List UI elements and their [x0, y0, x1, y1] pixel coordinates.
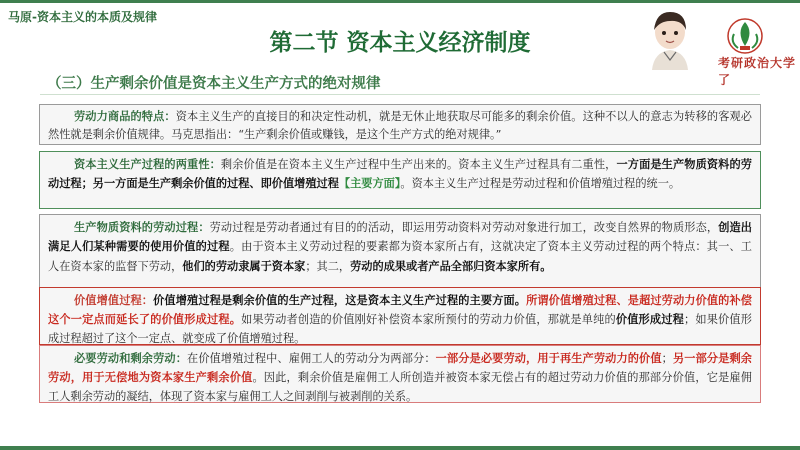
section-text: 。因此，剩余价值是雇佣工人所创造并被资本家无偿占有的超过劳动力价值的那部分价值，它是雇佣工人剩余劳动的凝结，体现了资本家与雇佣工人之间剥削与被剥削的关系。	[48, 371, 752, 403]
section-text: 如果劳动者创造的价值刚好补偿资本家所预付的劳动力价值，那就是单纯的	[241, 313, 616, 327]
section-emphasis: 价值增殖过程是剩余价值的生产过程，这是资本主义生产过程的主要方面。	[153, 293, 527, 307]
brand-logo-text: 考研政治大学了	[718, 56, 797, 87]
section-text: 剩余价值是在资本主义生产过程中生产出来的。资本主义生产过程具有二重性，	[220, 158, 617, 171]
section-text: ；	[661, 352, 673, 365]
section-text: 。由于资本主义劳动过程的要素都为资本家所占有，这就决定了资本主义劳动过程的两个特点：其一、工人在资本家的监督下劳动，	[48, 240, 752, 273]
section-tag: 【主要方面】	[338, 176, 401, 191]
section-value-increment	[39, 287, 761, 345]
section-text: 资本主义生产的直接目的和决定性动机，就是无休止地获取尽可能多的剩余价值。这种不以人的意志为转移的客观必然性就是剩余价值规律。马克思指出：“生产剩余价值或赚钱，是这个生产方式的绝对规律。”	[48, 110, 752, 142]
section-label: 必要劳动和剩余劳动：	[74, 352, 188, 365]
section-necessary-surplus-labor	[39, 345, 761, 403]
section-highlight: 另一部分是剩余劳动，用于无偿地为资本家生产剩余价值	[48, 351, 752, 385]
section-labor-commodity	[39, 104, 761, 145]
section-label: 资本主义生产过程的两重性：	[74, 158, 221, 171]
breadcrumb: 马原-资本主义的本质及规律	[8, 10, 157, 24]
section-emphasis: 创造出满足人们某种需要的使用价值的过程	[48, 220, 752, 254]
section-text: ；如果价值形成过程超过了这个一定点、就变成了价值增殖过程。	[48, 313, 752, 345]
section-highlight: 一部分是必要劳动，用于再生产劳动力的价值	[435, 351, 662, 365]
section-label: 价值增值过程：	[74, 294, 154, 307]
subtitle-divider	[40, 94, 760, 95]
section-subtitle: （三）生产剩余价值是资本主义生产方式的绝对规律	[47, 76, 381, 92]
section-emphasis: 一方面是生产物质资料的劳动过程；另一方面是生产剩余价值的过程、即价值增殖过程	[48, 157, 752, 191]
section-emphasis: 价值形成过程	[615, 312, 684, 327]
section-label: 生产物质资料的劳动过程：	[74, 221, 210, 234]
section-text: 在价值增殖过程中、雇佣工人的劳动分为两部分：	[187, 352, 436, 365]
bottom-accent-bar	[0, 446, 800, 450]
section-highlight: 所谓价值增殖过程、是超过劳动力价值的补偿这个一定点而延长了的价值形成过程。	[48, 293, 752, 327]
section-emphasis: 劳动的成果或者产品全部归资本家所有。	[350, 258, 552, 273]
page-title: 第二节 资本主义经济制度	[269, 29, 531, 56]
section-text: 。资本主义生产过程是劳动过程和价值增殖过程的统一。	[400, 177, 681, 191]
section-text: 劳动过程是劳动者通过有目的的活动，即运用劳动资料对劳动对象进行加工，改变自然界的物质形态，	[209, 221, 719, 234]
section-text: ；其二，	[305, 259, 351, 273]
top-accent-bar	[0, 0, 800, 3]
section-emphasis: 他们的劳动隶属于资本家	[182, 258, 306, 273]
section-labor-process	[39, 214, 761, 290]
avatar	[646, 8, 694, 70]
section-label: 劳动力商品的特点：	[74, 110, 176, 123]
section-duality	[39, 151, 761, 209]
